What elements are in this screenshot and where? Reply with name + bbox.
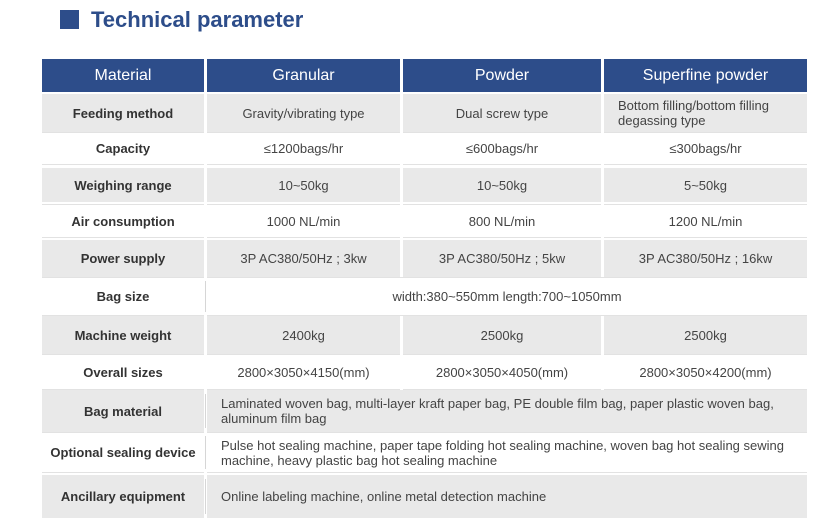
row-span-value: Laminated woven bag, multi-layer kraft paper bag, PE double film bag, paper plastic woven bag, aluminum film bag (207, 390, 807, 432)
table-cell: 800 NL/min (403, 204, 601, 238)
table-cell: ≤1200bags/hr (207, 132, 400, 165)
header-cell-0: Material (42, 59, 204, 92)
table-cell: 2800×3050×4200(mm) (604, 354, 807, 390)
table-cell: 1000 NL/min (207, 204, 400, 238)
table-cell: ≤600bags/hr (403, 132, 601, 165)
row-label: Capacity (42, 132, 204, 165)
section-title: Technical parameter (91, 7, 304, 32)
column-divider (205, 479, 206, 514)
table-cell: 2800×3050×4050(mm) (403, 354, 601, 390)
header-cell-1: Granular (207, 59, 400, 92)
row-span-value: width:380~550mm length:700~1050mm (207, 277, 807, 316)
table-cell: 3P AC380/50Hz ; 3kw (207, 240, 400, 277)
column-divider (205, 394, 206, 428)
row-label: Machine weight (42, 316, 204, 354)
table-cell: 2500kg (604, 316, 807, 354)
row-label: Power supply (42, 240, 204, 277)
header-cell-2: Powder (403, 59, 601, 92)
column-divider (205, 281, 206, 312)
table-cell: 5~50kg (604, 168, 807, 202)
row-label: Optional sealing device (42, 432, 204, 473)
table-cell: Bottom filling/bottom filling degassing type (604, 94, 807, 132)
column-divider (205, 436, 206, 469)
table-cell: 3P AC380/50Hz ; 16kw (604, 240, 807, 277)
table-cell: 2400kg (207, 316, 400, 354)
table-cell: Gravity/vibrating type (207, 94, 400, 132)
table-cell: 3P AC380/50Hz ; 5kw (403, 240, 601, 277)
row-label: Ancillary equipment (42, 475, 204, 518)
row-label: Air consumption (42, 204, 204, 238)
row-label: Weighing range (42, 168, 204, 202)
heading-square-icon (60, 10, 79, 29)
table-cell: ≤300bags/hr (604, 132, 807, 165)
row-label: Bag material (42, 390, 204, 432)
header-cell-3: Superfine powder (604, 59, 807, 92)
table-cell: 2800×3050×4150(mm) (207, 354, 400, 390)
row-span-value: Pulse hot sealing machine, paper tape folding hot sealing machine, woven bag hot sealing sewing machine, heavy plastic bag hot sealing machine (207, 432, 807, 473)
row-label: Feeding method (42, 94, 204, 132)
row-label: Bag size (42, 277, 204, 316)
table-cell: 10~50kg (207, 168, 400, 202)
table-cell: 10~50kg (403, 168, 601, 202)
table-cell: 1200 NL/min (604, 204, 807, 238)
table-cell: Dual screw type (403, 94, 601, 132)
table-cell: 2500kg (403, 316, 601, 354)
row-span-value: Online labeling machine, online metal detection machine (207, 475, 807, 518)
row-label: Overall sizes (42, 354, 204, 390)
